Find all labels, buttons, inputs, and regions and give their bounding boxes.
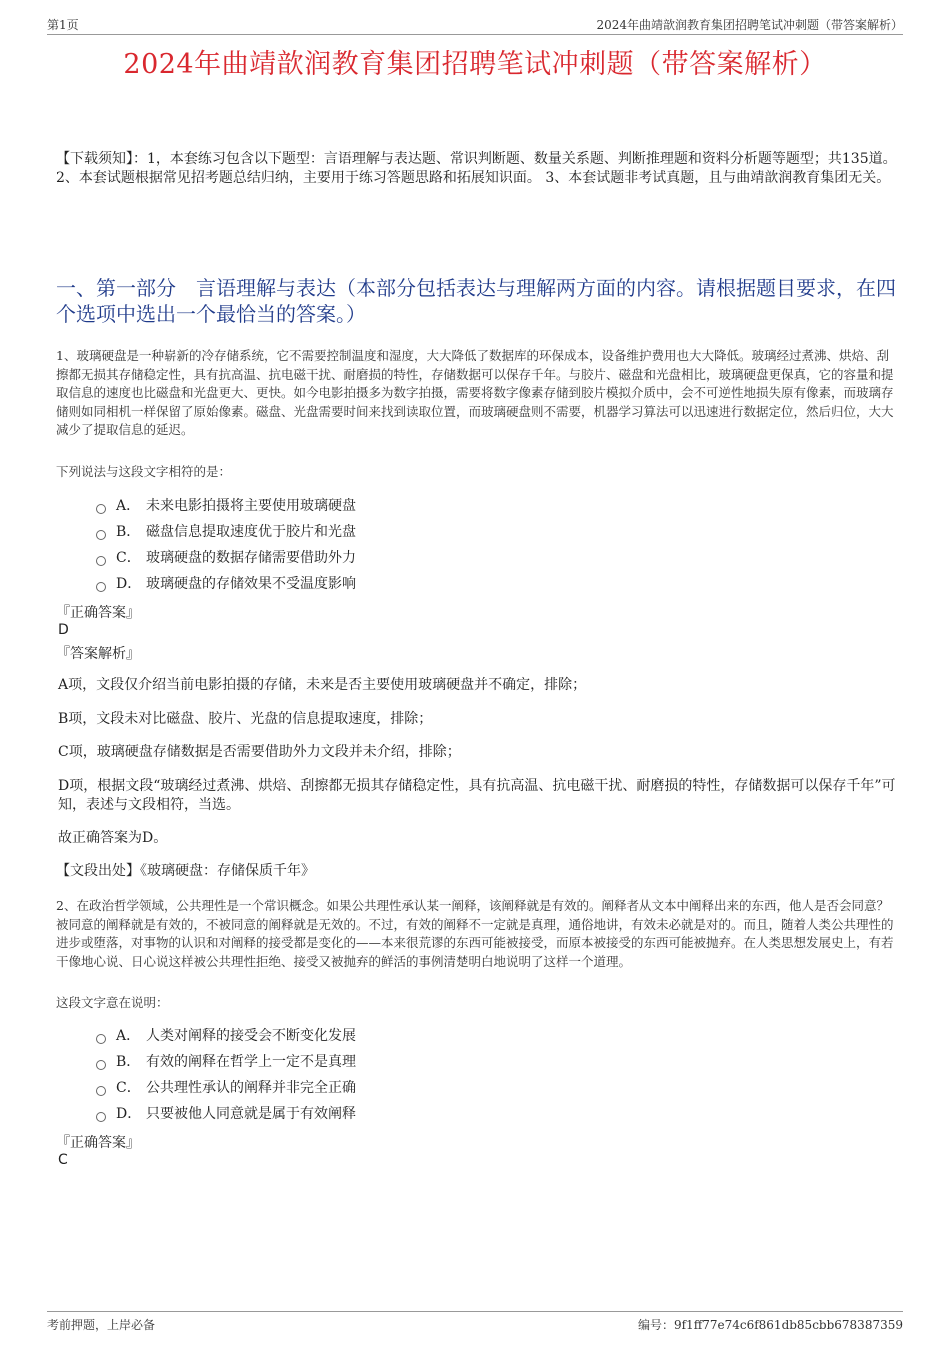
analysis-line: C项，玻璃硬盘存储数据是否需要借助外力文段并未介绍，排除； xyxy=(58,744,461,760)
download-notice: 【下载须知】：1，本套练习包含以下题型：言语理解与表达题、常识判断题、数量关系题、判断推理题和资料分析题等题型；共135道。 2、本套试题根据常见招考题总结归纳，主要用于练习答题思路和拓展知识面。 3、本套试题非考试真题，且与曲靖歆润教育集团无关。 xyxy=(56,151,897,186)
question-2-options xyxy=(96,1026,356,1130)
option-d[interactable]: D． 只要被他人同意就是属于有效阐释 xyxy=(96,1104,356,1130)
analysis-line: A项，文段仅介绍当前电影拍摄的存储，未来是否主要使用玻璃硬盘并不确定，排除； xyxy=(58,677,587,693)
header-doc-title: 2024年曲靖歆润教育集团招聘笔试冲刺题（带答案解析） xyxy=(596,18,903,32)
question-2-text: 2、在政治哲学领域，公共理性是一个常识概念。如果公共理性承认某一阐释，该阐释就是有效的。阐释者从文本中阐释出来的东西，他人是否会同意？被同意的阐释就是有效的，不被同意的阐释就是无效的。不过，有效的阐释不一定就是真理，通俗地讲，有效未必就是对的。而且，随着人类公共理性的进步或堕落，对事物的认识和对阐释的接受都是变化的——本来很荒谬的东西可能被接受，而原本被接受的东西可能被抛弃。在人类思想发展史上，有若干像地心说、日心说这样被公共理性拒绝、接受又被抛弃的鲜活的事例清楚明白地说明了这样一个道理。 xyxy=(56,898,894,969)
page-footer xyxy=(47,1311,903,1332)
option-text: 玻璃硬盘的数据存储需要借助外力 xyxy=(146,550,356,566)
option-c[interactable]: C． 公共理性承认的阐释并非完全正确 xyxy=(96,1078,356,1104)
analysis-line: B项，文段未对比磁盘、胶片、光盘的信息提取速度，排除； xyxy=(58,711,433,727)
radio-icon[interactable] xyxy=(96,1034,106,1044)
answer-label: 『正确答案』 xyxy=(56,605,140,621)
question-1-text: 1、玻璃硬盘是一种崭新的冷存储系统，它不需要控制温度和湿度，大大降低了数据库的环保成本，设备维护费用也大大降低。玻璃经过煮沸、烘焙、刮擦都无损其存储稳定性，具有抗高温、抗电磁干扰、耐磨损的特性，存储数据可以保存千年。与胶片、磁盘和光盘相比，玻璃硬盘更保真，它的容量和提取信息的速度也比磁盘和光盘更大、更快。如今电影拍摄多为数字拍摄，需要将数字像素存储到胶片模拟介质中，会不可逆性地损失原有像素，而玻璃存储则如同相机一样保留了原始像素。磁盘、光盘需要时间来找到读取位置，而玻璃硬盘则不需要，机器学习算法可以迅速进行数据定位，然后归位，大大减少了提取信息的延迟。 xyxy=(56,348,894,437)
option-text: 未来电影拍摄将主要使用玻璃硬盘 xyxy=(146,498,356,514)
source-note: 【文段出处】《玻璃硬盘：存储保质千年》 xyxy=(56,863,315,879)
section-title: 一、第一部分 言语理解与表达（本部分包括表达与理解两方面的内容。请根据题目要求，在四个选项中选出一个最恰当的答案。） xyxy=(56,276,896,326)
analysis-label: 『答案解析』 xyxy=(56,646,140,662)
radio-icon[interactable] xyxy=(96,556,106,566)
option-text: 人类对阐释的接受会不断变化发展 xyxy=(146,1028,356,1044)
radio-icon[interactable] xyxy=(96,582,106,592)
option-text: 有效的阐释在哲学上一定不是真理 xyxy=(146,1054,356,1070)
footer-slogan: 考前押题，上岸必备 xyxy=(47,1318,156,1332)
option-a[interactable]: A． 人类对阐释的接受会不断变化发展 xyxy=(96,1026,356,1052)
correct-answer: D xyxy=(58,622,69,638)
analysis-line: D项，根据文段“玻璃经过煮沸、烘焙、刮擦都无损其存储稳定性，具有抗高温、抗电磁干扰、耐磨损的特性，存储数据可以保存千年”可知，表述与文段相符，当选。 xyxy=(58,778,896,813)
radio-icon[interactable] xyxy=(96,504,106,514)
analysis-conclusion: 故正确答案为D。 xyxy=(58,830,168,846)
option-text: 磁盘信息提取速度优于胶片和光盘 xyxy=(146,524,356,540)
option-b[interactable]: B． 有效的阐释在哲学上一定不是真理 xyxy=(96,1052,356,1078)
radio-icon[interactable] xyxy=(96,1112,106,1122)
option-c[interactable]: C． 玻璃硬盘的数据存储需要借助外力 xyxy=(96,548,356,574)
answer-label: 『正确答案』 xyxy=(56,1135,140,1151)
option-text: 只要被他人同意就是属于有效阐释 xyxy=(146,1106,356,1122)
radio-icon[interactable] xyxy=(96,1060,106,1070)
option-text: 玻璃硬盘的存储效果不受温度影响 xyxy=(146,576,356,592)
option-b[interactable]: B． 磁盘信息提取速度优于胶片和光盘 xyxy=(96,522,356,548)
radio-icon[interactable] xyxy=(96,530,106,540)
radio-icon[interactable] xyxy=(96,1086,106,1096)
correct-answer: C xyxy=(58,1152,68,1168)
question-2-prompt: 这段文字意在说明： xyxy=(56,995,169,1010)
document-title: 2024年曲靖歆润教育集团招聘笔试冲刺题（带答案解析） xyxy=(123,49,827,80)
question-1-options xyxy=(96,496,356,600)
document-id: 编号：9f1ff77e74c6f861db85cbb678387359 xyxy=(637,1318,903,1332)
option-d[interactable]: D． 玻璃硬盘的存储效果不受温度影响 xyxy=(96,574,356,600)
page-header xyxy=(47,14,903,35)
page-number: 第1页 xyxy=(47,18,79,32)
question-1-prompt: 下列说法与这段文字相符的是： xyxy=(56,464,232,479)
option-a[interactable]: A． 未来电影拍摄将主要使用玻璃硬盘 xyxy=(96,496,356,522)
option-text: 公共理性承认的阐释并非完全正确 xyxy=(146,1080,356,1096)
